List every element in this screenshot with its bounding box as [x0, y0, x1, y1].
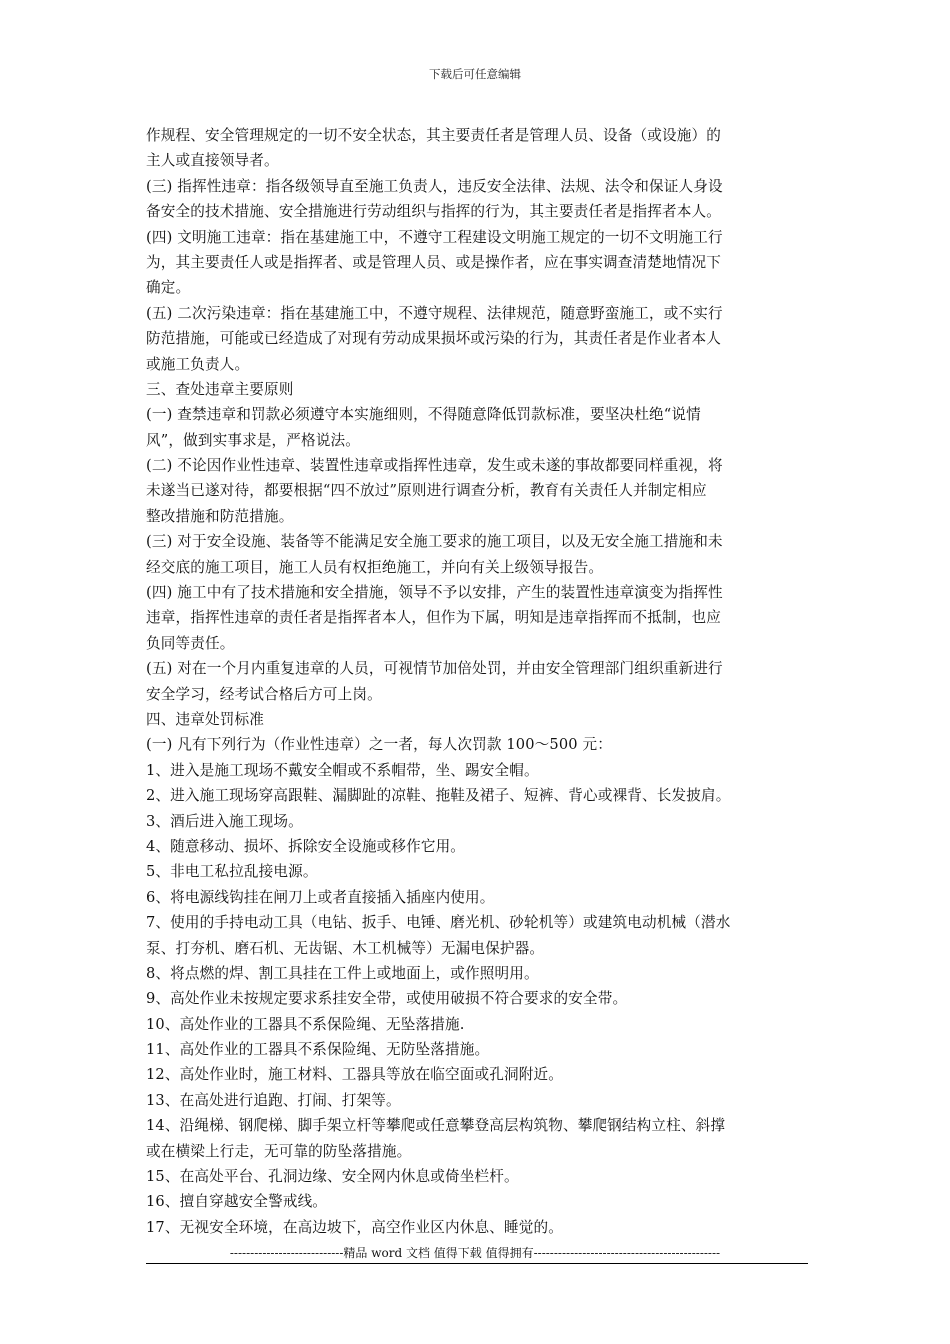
text-line: 防范措施，可能或已经造成了对现有劳动成果损坏或污染的行为，其责任者是作业者本人 — [146, 330, 722, 348]
text-line: 安全学习，经考试合格后方可上岗。 — [146, 685, 382, 703]
text-line: 3、酒后进入施工现场。 — [146, 812, 303, 830]
text-line: (三) 对于安全设施、装备等不能满足安全施工要求的施工项目，以及无安全施工措施和未 — [146, 533, 723, 551]
text-line: 6、将电源线钩挂在闸刀上或者直接插入插座内使用。 — [146, 888, 495, 906]
text-line: 10、高处作业的工器具不系保险绳、无坠落措施. — [146, 1015, 465, 1033]
text-line: 5、非电工私拉乱接电源。 — [146, 863, 318, 881]
text-line: 四、违章处罚标准 — [146, 710, 264, 728]
text-line: 4、随意移动、损坏、拆除安全设施或移作它用。 — [146, 837, 466, 855]
text-line: 1、进入是施工现场不戴安全帽或不系帽带，坐、踢安全帽。 — [146, 761, 539, 779]
text-line: 为，其主要责任人或是指挥者、或是管理人员、或是操作者，应在事实调查清楚地情况下 — [146, 253, 722, 271]
text-line: 主人或直接领导者。 — [146, 152, 279, 170]
text-line: 泵、打夯机、磨石机、无齿锯、木工机械等）无漏电保护器。 — [146, 939, 545, 957]
text-line: 12、高处作业时，施工材料、工器具等放在临空面或孔洞附近。 — [146, 1066, 563, 1084]
text-line: 违章，指挥性违章的责任者是指挥者本人，但作为下属，明知是违章指挥而不抵制，也应 — [146, 609, 722, 627]
text-line: 确定。 — [146, 279, 191, 297]
text-line: 11、高处作业的工器具不系保险绳、无防坠落措施。 — [146, 1041, 490, 1059]
text-line: (三) 指挥性违章：指各级领导直至施工负责人，违反安全法律、法规、法令和保证人身设 — [146, 177, 723, 195]
text-line: 14、沿绳梯、钢爬梯、脚手架立杆等攀爬或任意攀登高层构筑物、攀爬钢结构立柱、斜撑 — [146, 1117, 726, 1135]
text-line: (四) 文明施工违章：指在基建施工中，不遵守工程建设文明施工规定的一切不文明施工行 — [146, 228, 723, 246]
text-line: 2、进入施工现场穿高跟鞋、漏脚趾的凉鞋、拖鞋及裙子、短裤、背心或裸背、长发披肩。 — [146, 787, 731, 805]
text-line: 或在横梁上行走，无可靠的防坠落措施。 — [146, 1142, 412, 1160]
text-line: 13、在高处进行追跑、打闹、打架等。 — [146, 1091, 401, 1109]
text-line: 15、在高处平台、孔洞边缘、安全网内休息或倚坐栏杆。 — [146, 1168, 519, 1186]
text-line: (四) 施工中有了技术措施和安全措施，领导不予以安排，产生的装置性违章演变为指挥性 — [146, 584, 723, 602]
text-line: 16、擅自穿越安全警戒线。 — [146, 1193, 328, 1211]
footer-divider — [146, 1263, 808, 1264]
page-header: 下载后可任意编辑 — [429, 67, 521, 81]
text-line: (二) 不论因作业性违章、装置性违章或指挥性违章，发生或未遂的事故都要同样重视，将 — [146, 457, 723, 475]
text-line: 7、使用的手持电动工具（电钻、扳手、电锤、磨光机、砂轮机等）或建筑电动机械（潜水 — [146, 914, 731, 932]
text-line: 17、无视安全环境，在高边坡下，高空作业区内休息、睡觉的。 — [146, 1218, 563, 1236]
text-line: 未遂当已遂对待，都要根据“四不放过”原则进行调查分析，教育有关责任人并制定相应 — [146, 482, 707, 500]
text-line: 风”，做到实事求是，严格说法。 — [146, 431, 361, 449]
text-line: 8、将点燃的焊、割工具挂在工件上或地面上，或作照明用。 — [146, 964, 539, 982]
text-line: (五) 对在一个月内重复违章的人员，可视情节加倍处罚，并由安全管理部门组织重新进行 — [146, 660, 723, 678]
text-line: 作规程、安全管理规定的一切不安全状态，其主要责任者是管理人员、设备（或设施）的 — [146, 127, 722, 144]
text-line: 或施工负责人。 — [146, 355, 250, 373]
text-line: (五) 二次污染违章：指在基建施工中，不遵守规程、法律规范，随意野蛮施工，或不实行 — [146, 304, 723, 322]
text-line: (一) 查禁违章和罚款必须遵守本实施细则，不得随意降低罚款标准，要坚决杜绝“说情 — [146, 406, 701, 424]
text-line: 负同等责任。 — [146, 634, 235, 652]
text-line: 备安全的技术措施、安全措施进行劳动组织与指挥的行为，其主要责任者是指挥者本人。 — [146, 203, 722, 221]
document-body — [146, 123, 808, 1240]
text-line: 经交底的施工项目，施工人员有权拒绝施工，并向有关上级领导报告。 — [146, 558, 604, 576]
page-footer: ----------------------------精品 word 文档 值得下载 值得拥有---------------------------------------------- — [229, 1246, 721, 1260]
text-line: 9、高处作业未按规定要求系挂安全带，或使用破损不符合要求的安全带。 — [146, 990, 628, 1008]
text-line: 三、查处违章主要原则 — [146, 380, 294, 398]
text-line: (一) 凡有下列行为（作业性违章）之一者，每人次罚款 100～500 元： — [146, 736, 613, 754]
text-line: 整改措施和防范措施。 — [146, 507, 294, 525]
